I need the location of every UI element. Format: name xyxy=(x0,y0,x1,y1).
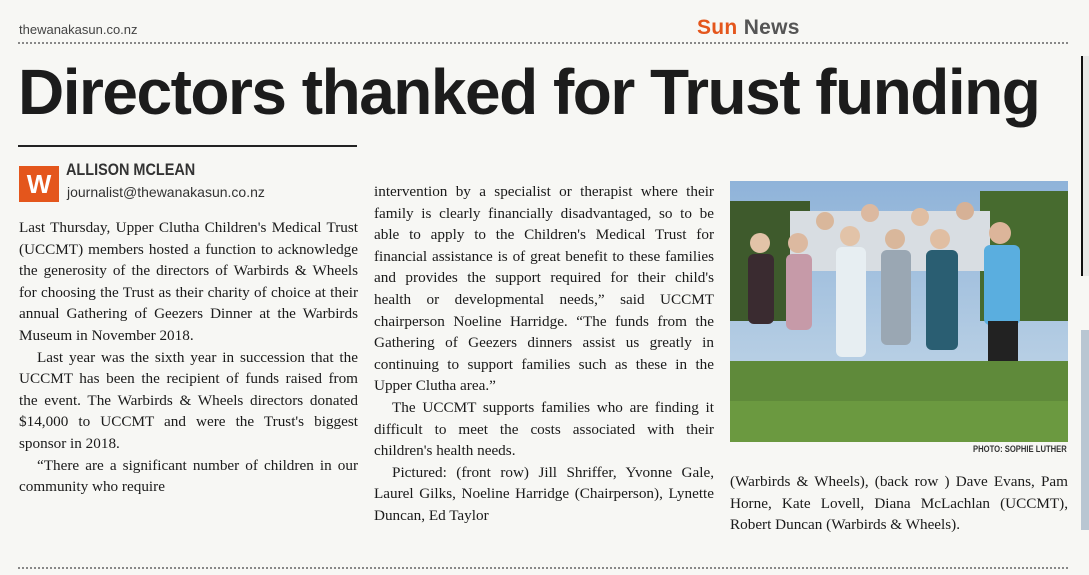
article-column-2 xyxy=(374,181,714,527)
group-photo xyxy=(730,181,1068,442)
paragraph-2: Last year was the sixth year in succession that the UCCMT has been the recipient of funds raised from the event. The Warbirds & Wheels directors donated $14,000 to UCCMT and were the Trust's biggest sponsor in 2018. xyxy=(19,348,358,452)
top-divider xyxy=(18,42,1068,44)
caption-start: Pictured: (front row) Jill Shriffer, Yvonne Gale, Laurel Gilks, Noeline Harridge (Chairperson), Lynette Duncan, Ed Taylor xyxy=(374,463,714,524)
caption-continued: (Warbirds & Wheels), (back row ) Dave Evans, Pam Horne, Kate Lovell, Diana McLachlan (UCCMT), Robert Duncan (Warbirds & Wheels). xyxy=(730,473,1068,534)
author-name: ALLISON MCLEAN xyxy=(66,160,196,179)
section-label-part1: Sun xyxy=(697,16,738,39)
bottom-divider xyxy=(18,567,1068,569)
author-email: journalist@thewanakasun.co.nz xyxy=(67,184,265,200)
headline: Directors thanked for Trust funding xyxy=(18,56,1040,128)
photo-credit: PHOTO: SOPHIE LUTHER xyxy=(973,444,1067,454)
adjacent-page-edge xyxy=(1081,56,1089,276)
byline-rule xyxy=(18,145,357,147)
section-label xyxy=(697,16,800,40)
article-column-3 xyxy=(730,471,1068,536)
paragraph-4: The UCCMT supports families who are finding it difficult to meet the costs associated with their children's health needs. xyxy=(374,398,714,460)
newspaper-logo-icon: W xyxy=(19,166,59,202)
article-column-1 xyxy=(19,217,358,498)
paragraph-1: Last Thursday, Upper Clutha Children's Medical Trust (UCCMT) members hosted a function to acknowledge the generosity of the directors of Warbirds & Wheels for choosing the Trust as their charity of choice at their annual Gathering of Geezers Dinner at the Warbirds Museum in November 2018. xyxy=(19,219,358,344)
adjacent-image-edge xyxy=(1081,330,1089,530)
section-label-part2: News xyxy=(743,16,800,39)
paragraph-3-start: “There are a significant number of children in our community who require xyxy=(19,456,358,496)
site-url: thewanakasun.co.nz xyxy=(19,22,138,37)
paragraph-3-continued: intervention by a specialist or therapist where their family is clearly financially disadvantaged, so to be able to apply to the Children's Medical Trust for financial assistance is of great benefit to these families and provides the support required for their child's health or developmental needs,” said UCCMT chairperson Noeline Harridge. “The funds from the Gathering of Geezers dinners assist us greatly in continuing to support families such as these in the Upper Clutha area.” xyxy=(374,183,714,395)
